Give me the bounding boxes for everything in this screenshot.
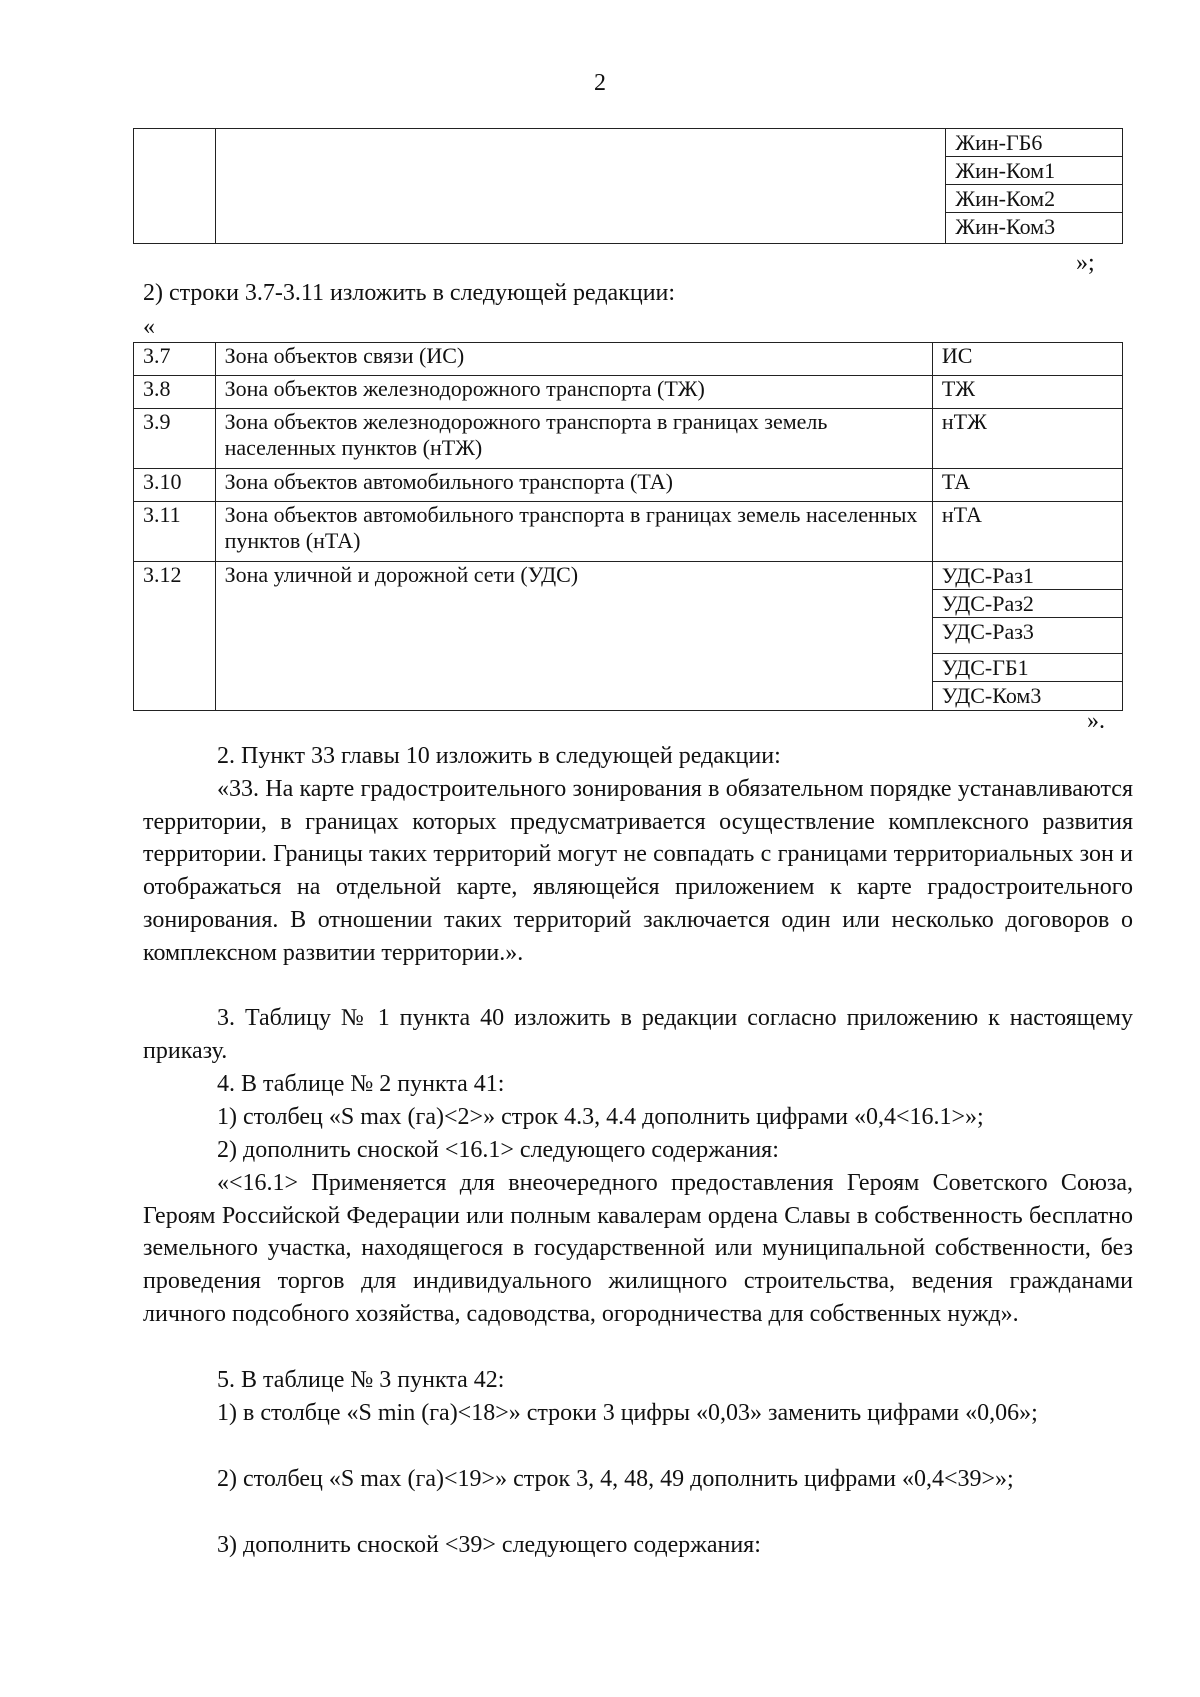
paragraph-sub-3-table3: 3) дополнить сноской <39> следующего содержания: [217,1532,761,1558]
zone-code: УДС-Раз1 [933,562,1122,590]
zone-code: Жин-Ком3 [955,214,1056,239]
row-number: 3.9 [134,409,216,469]
zones-table-continuation [133,128,1123,244]
zone-name: Зона объектов связи (ИС) [215,343,932,376]
paragraph-item-33-quote: «33. На карте градостроительного зонирования в обязательном порядке устанавливаются территории, в границах которых предусматривается осуществление комплексного развития территории. Границы таких территорий могут не совпадать с границами территориальных зон и отображаться на отдельной карте, являющейся приложением к карте градостроительного зонирования. В отношении таких территорий заключается один или несколько договоров о комплексном развитии территории.». [143,776,1133,966]
zone-codes [932,562,1122,711]
table-row [134,469,1123,502]
table-row [134,409,1123,469]
paragraph-footnote-16-1: «<16.1> Применяется для внеочередного предоставления Героям Советского Союза, Героям Российской Федерации или полным кавалерам ордена Славы в собственность бесплатно земельного участка, находящегося в государственной или муниципальной собственности, без проведения торгов для индивидуального жилищного строительства, ведения гражданами личного подсобного хозяйства, садоводства, огородничества для собственных нужд». [143,1170,1133,1327]
zone-code: УДС-Раз3 [933,618,1122,654]
paragraph-sub-2-table3: 2) столбец «S max (га)<19>» строк 3, 4, 48, 49 дополнить цифрами «0,4<39>»; [217,1466,1014,1492]
zone-name: Зона объектов автомобильного транспорта в границах земель населенных пунктов (нТА) [215,502,932,562]
zone-code: Жин-Ком2 [946,185,1122,213]
paragraph-item-4: 4. В таблице № 2 пункта 41: [217,1071,505,1097]
table-row [134,502,1123,562]
zone-code: УДС-Раз2 [933,590,1122,618]
zone-code: ТА [932,469,1122,502]
row-number: 3.12 [134,562,216,711]
table-cell-name [215,129,946,244]
paragraph-item-2: 2. Пункт 33 главы 10 изложить в следующей редакции: [217,743,781,769]
paragraph-sub-1-table3: 1) в столбце «S min (га)<18>» строки 3 цифры «0,03» заменить цифрами «0,06»; [217,1400,1038,1426]
zone-name: Зона объектов железнодорожного транспорта в границах земель населенных пунктов (нТЖ) [215,409,932,469]
paragraph-item-5: 5. В таблице № 3 пункта 42: [217,1367,505,1393]
table-row [134,343,1123,376]
row-number: 3.11 [134,502,216,562]
zones-table [133,342,1123,711]
opening-quote-mark: « [143,314,155,340]
zone-code: нТА [932,502,1122,562]
paragraph-sub-2: 2) дополнить сноской <16.1> следующего содержания: [217,1137,779,1163]
paragraph-sub-1: 1) столбец «S max (га)<2>» строк 4.3, 4.4 дополнить цифрами «0,4<16.1>»; [217,1104,984,1130]
closing-quote-mark: »; [1076,250,1095,276]
zone-code: ИС [932,343,1122,376]
zone-name: Зона объектов железнодорожного транспорта (ТЖ) [215,376,932,409]
zone-code: Жин-Ком1 [946,157,1122,185]
zone-code: ТЖ [932,376,1122,409]
intro-line: 2) строки 3.7-3.11 изложить в следующей редакции: [143,280,676,306]
table-row [134,376,1123,409]
zone-name: Зона уличной и дорожной сети (УДС) [215,562,932,711]
zone-code: Жин-ГБ6 [946,129,1122,157]
zone-code: нТЖ [932,409,1122,469]
table-cell-codes [946,129,1123,244]
table-row [134,129,1123,244]
closing-quote-mark: ». [1087,708,1105,734]
page-number: 2 [594,70,606,96]
zone-code: УДС-Ком3 [941,683,1042,708]
zone-code: УДС-ГБ1 [933,654,1122,682]
row-number: 3.8 [134,376,216,409]
row-number: 3.7 [134,343,216,376]
table-cell-number [134,129,216,244]
zone-name: Зона объектов автомобильного транспорта (ТА) [215,469,932,502]
row-number: 3.10 [134,469,216,502]
table-row [134,562,1123,711]
paragraph-item-3: 3. Таблицу № 1 пункта 40 изложить в редакции согласно приложению к настоящему приказу. [143,1005,1133,1064]
